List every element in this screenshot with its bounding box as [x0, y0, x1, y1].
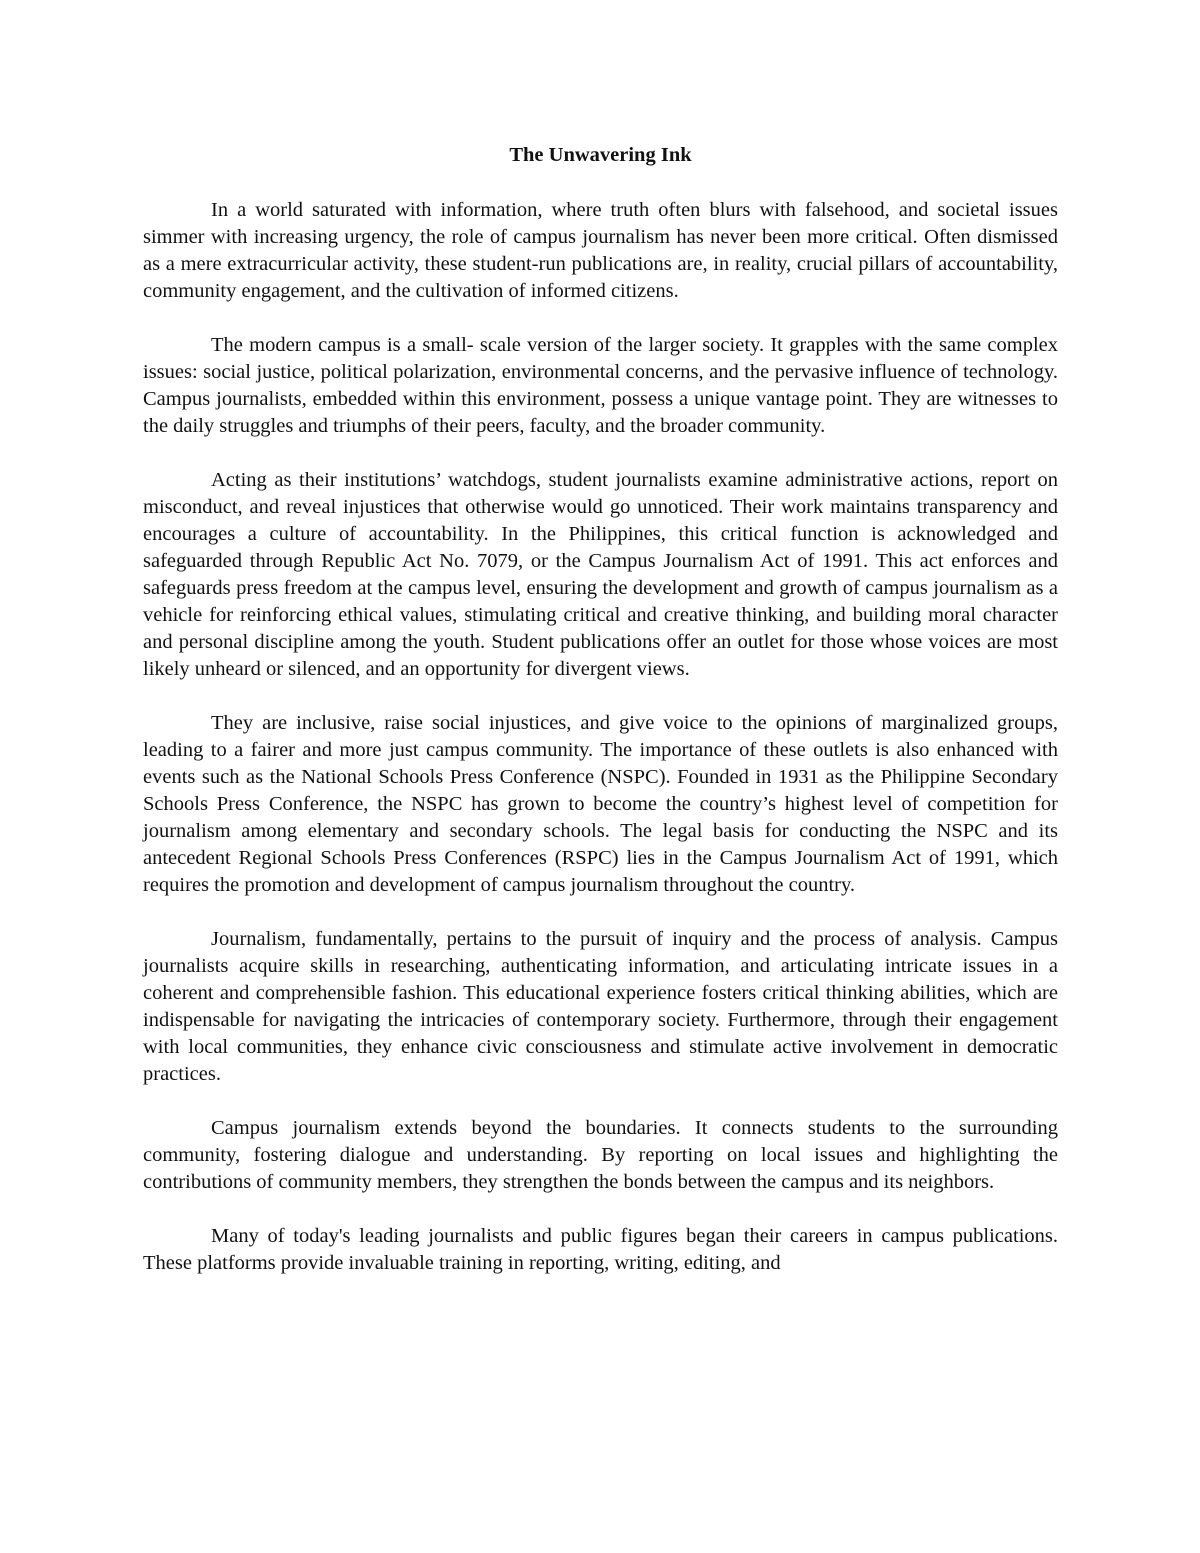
document-title: The Unwavering Ink [509, 144, 692, 166]
paragraph-4: They are inclusive, raise social injustices, and give voice to the opinions of marginalized groups, leading to a fairer and more just campus community. The importance of these outlets is also enhanced with events such as the National Schools Press Conference (NSPC). Founded in 1931 as the Philippine Secondary Schools Press Conference, the NSPC has grown to become the country’s highest level of competition for journalism among elementary and secondary schools. The legal basis for conducting the NSPC and its antecedent Regional Schools Press Conferences (RSPC) lies in the Campus Journalism Act of 1991, which requires the promotion and development of campus journalism throughout the country. [143, 712, 1058, 896]
paragraph-1: In a world saturated with information, where truth often blurs with falsehood, and societal issues simmer with increasing urgency, the role of campus journalism has never been more critical. Often dismissed as a mere extracurricular activity, these student-run publications are, in reality, crucial pillars of accountability, community engagement, and the cultivation of informed citizens. [143, 199, 1058, 302]
document-body [143, 140, 1058, 1304]
paragraph-7: Many of today's leading journalists and public figures began their careers in campus publications. These platforms provide invaluable training in reporting, writing, editing, and [143, 1225, 1058, 1274]
paragraph-5: Journalism, fundamentally, pertains to the pursuit of inquiry and the process of analysis. Campus journalists acquire skills in researching, authenticating information, and articulating intricate issues in a coherent and comprehensible fashion. This educational experience fosters critical thinking abilities, which are indispensable for navigating the intricacies of contemporary society. Furthermore, through their engagement with local communities, they enhance civic consciousness and stimulate active involvement in democratic practices. [143, 928, 1058, 1085]
paragraph-6: Campus journalism extends beyond the boundaries. It connects students to the surrounding community, fostering dialogue and understanding. By reporting on local issues and highlighting the contributions of community members, they strengthen the bonds between the campus and its neighbors. [143, 1117, 1058, 1193]
paragraph-3: Acting as their institutions’ watchdogs, student journalists examine administrative actions, report on misconduct, and reveal injustices that otherwise would go unnoticed. Their work maintains transparency and encourages a culture of accountability. In the Philippines, this critical function is acknowledged and safeguarded through Republic Act No. 7079, or the Campus Journalism Act of 1991. This act enforces and safeguards press freedom at the campus level, ensuring the development and growth of campus journalism as a vehicle for reinforcing ethical values, stimulating critical and creative thinking, and building moral character and personal discipline among the youth. Student publications offer an outlet for those whose voices are most likely unheard or silenced, and an opportunity for divergent views. [143, 469, 1058, 680]
paragraph-2: The modern campus is a small- scale version of the larger society. It grapples with the same complex issues: social justice, political polarization, environmental concerns, and the pervasive influence of technology. Campus journalists, embedded within this environment, possess a unique vantage point. They are witnesses to the daily struggles and triumphs of their peers, faculty, and the broader community. [143, 334, 1058, 437]
